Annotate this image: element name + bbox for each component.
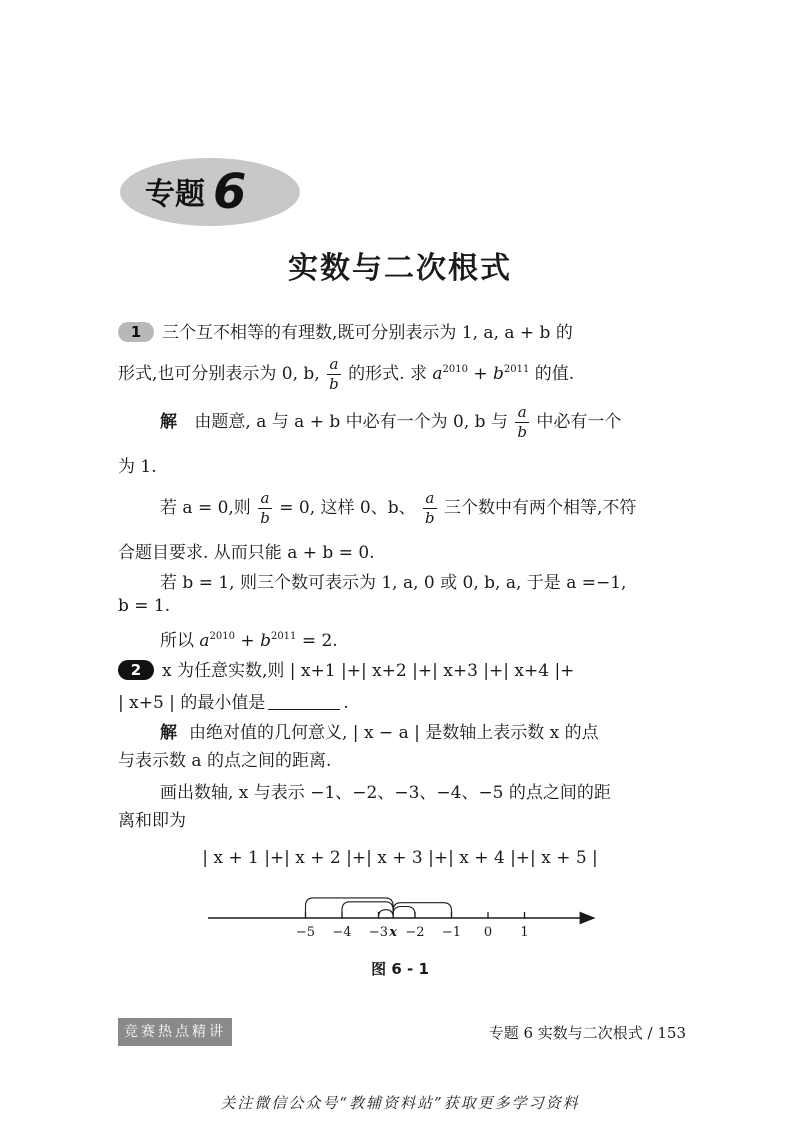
problem-1-line-1: 1 三个互不相等的有理数,既可分别表示为 1, a, a + b 的	[118, 318, 688, 343]
chapter-label: 专题	[145, 177, 205, 212]
fraction-a-over-b: $\frac{a}{b}$	[260, 489, 270, 527]
page-title: 实数与二次根式	[288, 251, 512, 286]
series-tag: 竞赛热点精讲	[118, 1018, 232, 1046]
distance-arc	[379, 910, 394, 918]
bottom-note: 关注微信公众号“教辅资料站”获取更多学习资料	[220, 1094, 580, 1112]
solution-1-line-2: 为 1.	[118, 457, 157, 477]
tick-label: −1	[441, 925, 462, 940]
chapter-badge-text	[145, 164, 247, 220]
solution-1-line-5: 若 b = 1, 则三个数可表示为 1, a, 0 或 0, b, a, 于是 a =−1,	[160, 573, 627, 593]
distance-arc	[393, 903, 451, 918]
answer-blank	[268, 695, 340, 710]
problem-1-line-2: 形式,也可分别表示为 0, b, $\frac{a}{b}$ 的形式. 求 $a^{2010} + b^{2011}$ 的值.	[118, 355, 575, 393]
absolute-sum-expression: | x + 1 |+| x + 2 |+| x + 3 |+| x + 4 |+| x + 5 |	[202, 848, 598, 868]
solution-1-line-7: 所以 $a^{2010} + b^{2011} = 2$.	[160, 631, 338, 651]
tick-label: −5	[295, 925, 316, 940]
solution-1-line-3: 若 a = 0,则 $\frac{a}{b}$ = 0, 这样 0、b、 $\frac{a}{b}$ 三个数中有两个相等,不符	[160, 489, 637, 527]
tick-label: −3	[368, 925, 389, 940]
fraction-a-over-b: $\frac{a}{b}$	[329, 355, 339, 393]
figure-caption: 图 6 - 1	[371, 960, 429, 978]
tick-label: −4	[332, 925, 352, 940]
solution-label: 解	[160, 412, 177, 432]
tick-label: 1	[520, 925, 529, 940]
problem-2-number: 2	[118, 660, 154, 680]
solution-1-line-6: b = 1.	[118, 596, 171, 616]
problem-1-number: 1	[118, 322, 154, 342]
chapter-number: 6	[213, 164, 247, 220]
problem-2-line-1: 2 x 为任意实数,则 | x+1 |+| x+2 |+| x+3 |+| x+4 |+	[118, 656, 688, 681]
solution-2-line-2: 与表示数 a 的点之间的距离.	[118, 751, 332, 771]
tick-label: −2	[405, 925, 425, 940]
solution-1-line-4: 合题目要求. 从而只能 a + b = 0.	[118, 543, 375, 563]
solution-2-line-4: 离和即为	[118, 811, 186, 831]
distance-arc	[306, 898, 394, 918]
number-line-figure	[0, 890, 800, 952]
solution-2-line-3: 画出数轴, x 与表示 −1、−2、−3、−4、−5 的点之间的距	[160, 783, 611, 803]
solution-2-line-1: 解 由绝对值的几何意义, | x − a | 是数轴上表示数 x 的点	[160, 723, 599, 743]
solution-1-line-1: 解 由题意, a 与 a + b 中必有一个为 0, b 与 $\frac{a}{b}$ 中必有一个	[160, 403, 622, 441]
fraction-a-over-b: $\frac{a}{b}$	[425, 489, 435, 527]
distance-arc	[393, 906, 415, 918]
fraction-a-over-b: $\frac{a}{b}$	[517, 403, 527, 441]
point-x-label: x	[389, 925, 397, 940]
tick-label: 0	[483, 925, 493, 940]
page-footer: 专题 6 实数与二次根式 / 153	[488, 1024, 686, 1042]
problem-2-line-2: | x+5 | 的最小值是 .	[118, 693, 349, 713]
solution-label: 解	[160, 723, 177, 743]
